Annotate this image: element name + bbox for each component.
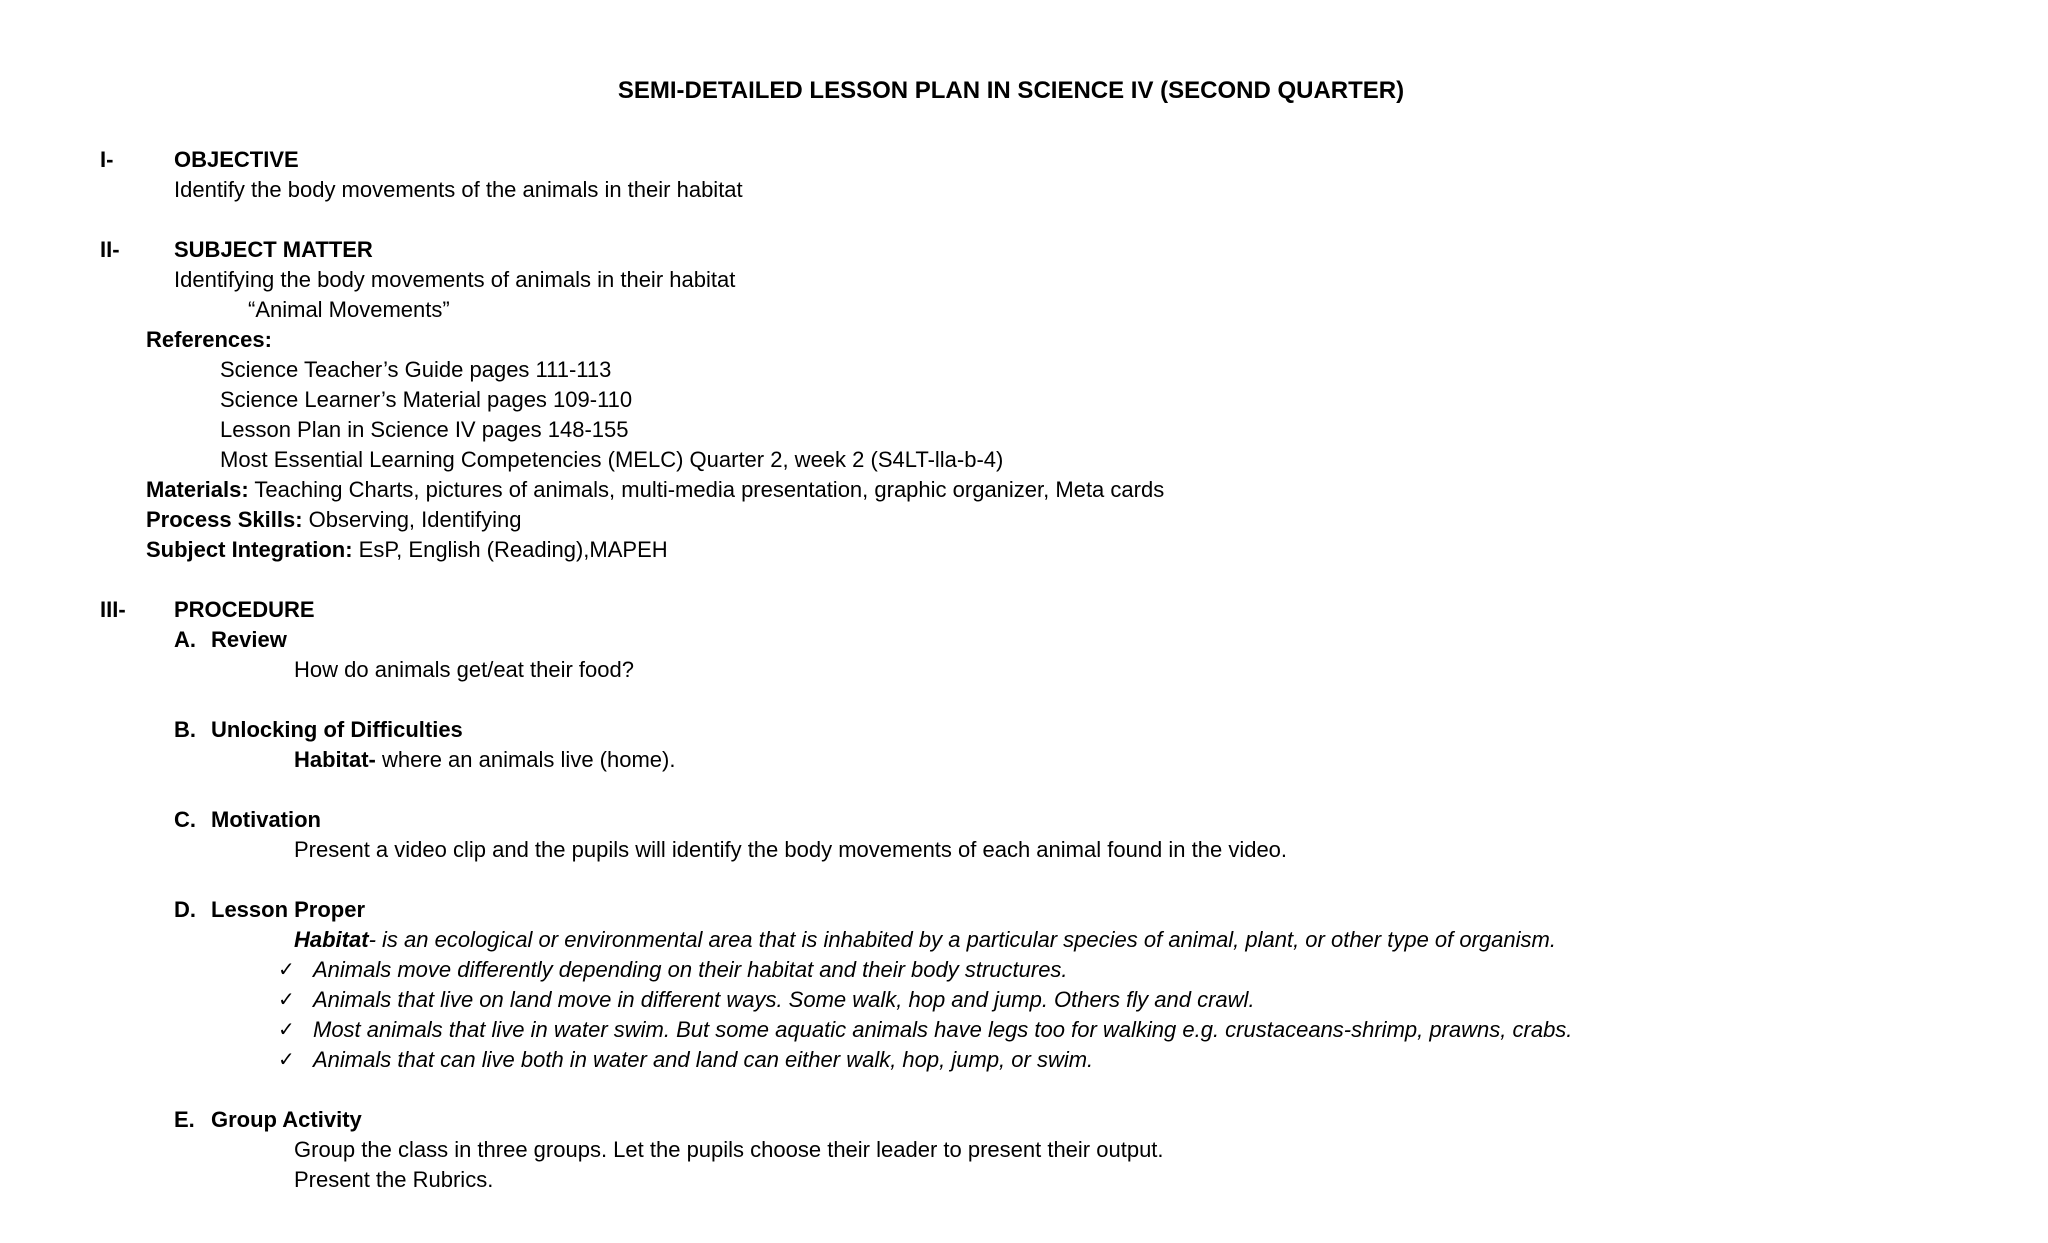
subsection-letter: E. xyxy=(174,1107,195,1132)
reference-item: Most Essential Learning Competencies (MELC) Quarter 2, week 2 (S4LT-lla-b-4) xyxy=(220,447,1004,472)
section-numeral-objective: I- xyxy=(100,147,114,172)
objective-text: Identify the body movements of the animals in their habitat xyxy=(174,177,743,202)
group-activity-text: Present the Rubrics. xyxy=(294,1167,494,1192)
unlocking-definition xyxy=(294,745,675,775)
subject-matter-topic: “Animal Movements” xyxy=(248,297,450,322)
objective-heading: OBJECTIVE xyxy=(174,147,299,172)
process-skills-line xyxy=(146,505,521,535)
group-activity-heading: Group Activity xyxy=(211,1107,362,1132)
references-label: References: xyxy=(146,327,272,352)
unlocking-heading: Unlocking of Difficulties xyxy=(211,717,463,742)
lesson-proper-heading: Lesson Proper xyxy=(211,897,366,922)
lesson-term: Habitat xyxy=(294,927,369,952)
section-numeral-subject-matter: II- xyxy=(100,237,120,262)
materials-line xyxy=(146,475,1164,505)
checkmark-icon: ✓ xyxy=(278,1019,295,1041)
subsection-letter: D. xyxy=(174,897,196,922)
reference-item: Science Learner’s Material pages 109-110 xyxy=(220,387,633,412)
lesson-bullet: Animals that live on land move in different ways. Some walk, hop and jump. Others fly and crawl. xyxy=(313,987,1255,1012)
lesson-bullet: Animals that can live both in water and land can either walk, hop, jump, or swim. xyxy=(313,1047,1094,1072)
review-text: How do animals get/eat their food? xyxy=(294,657,634,682)
lesson-definition-text: - is an ecological or environmental area that is inhabited by a particular species of animal, plant, or other type of organism. xyxy=(368,927,1556,952)
unlocking-term: Habitat- xyxy=(294,747,376,772)
checkmark-icon: ✓ xyxy=(278,959,295,981)
process-skills-text: Observing, Identifying xyxy=(302,507,522,532)
subject-integration-line xyxy=(146,535,668,565)
checkmark-icon: ✓ xyxy=(278,1049,295,1071)
subsection-letter: B. xyxy=(174,717,196,742)
reference-item: Lesson Plan in Science IV pages 148-155 xyxy=(220,417,629,442)
procedure-heading: PROCEDURE xyxy=(174,597,315,622)
materials-label: Materials: xyxy=(146,477,249,502)
process-skills-label: Process Skills: xyxy=(146,507,303,532)
lesson-bullet: Animals move differently depending on their habitat and their body structures. xyxy=(313,957,1068,982)
subject-matter-heading: SUBJECT MATTER xyxy=(174,237,373,262)
materials-text: Teaching Charts, pictures of animals, multi-media presentation, graphic organizer, Meta cards xyxy=(248,477,1165,502)
subsection-letter: A. xyxy=(174,627,196,652)
reference-item: Science Teacher’s Guide pages 111-113 xyxy=(220,357,612,382)
group-activity-text: Group the class in three groups. Let the pupils choose their leader to present their output. xyxy=(294,1137,1164,1162)
review-heading: Review xyxy=(211,627,287,652)
motivation-text: Present a video clip and the pupils will identify the body movements of each animal found in the video. xyxy=(294,837,1288,862)
lesson-bullet: Most animals that live in water swim. But some aquatic animals have legs too for walking e.g. crustaceans-shrimp, prawns, crabs. xyxy=(313,1017,1573,1042)
subsection-letter: C. xyxy=(174,807,196,832)
section-numeral-procedure: III- xyxy=(100,597,126,622)
unlocking-text: where an animals live (home). xyxy=(375,747,676,772)
subject-integration-text: EsP, English (Reading),MAPEH xyxy=(352,537,668,562)
subject-matter-text: Identifying the body movements of animals in their habitat xyxy=(174,267,736,292)
subject-integration-label: Subject Integration: xyxy=(146,537,353,562)
motivation-heading: Motivation xyxy=(211,807,321,832)
lesson-definition xyxy=(294,925,1556,955)
checkmark-icon: ✓ xyxy=(278,989,295,1011)
page-title: SEMI-DETAILED LESSON PLAN IN SCIENCE IV (SECOND QUARTER) xyxy=(617,77,1405,104)
